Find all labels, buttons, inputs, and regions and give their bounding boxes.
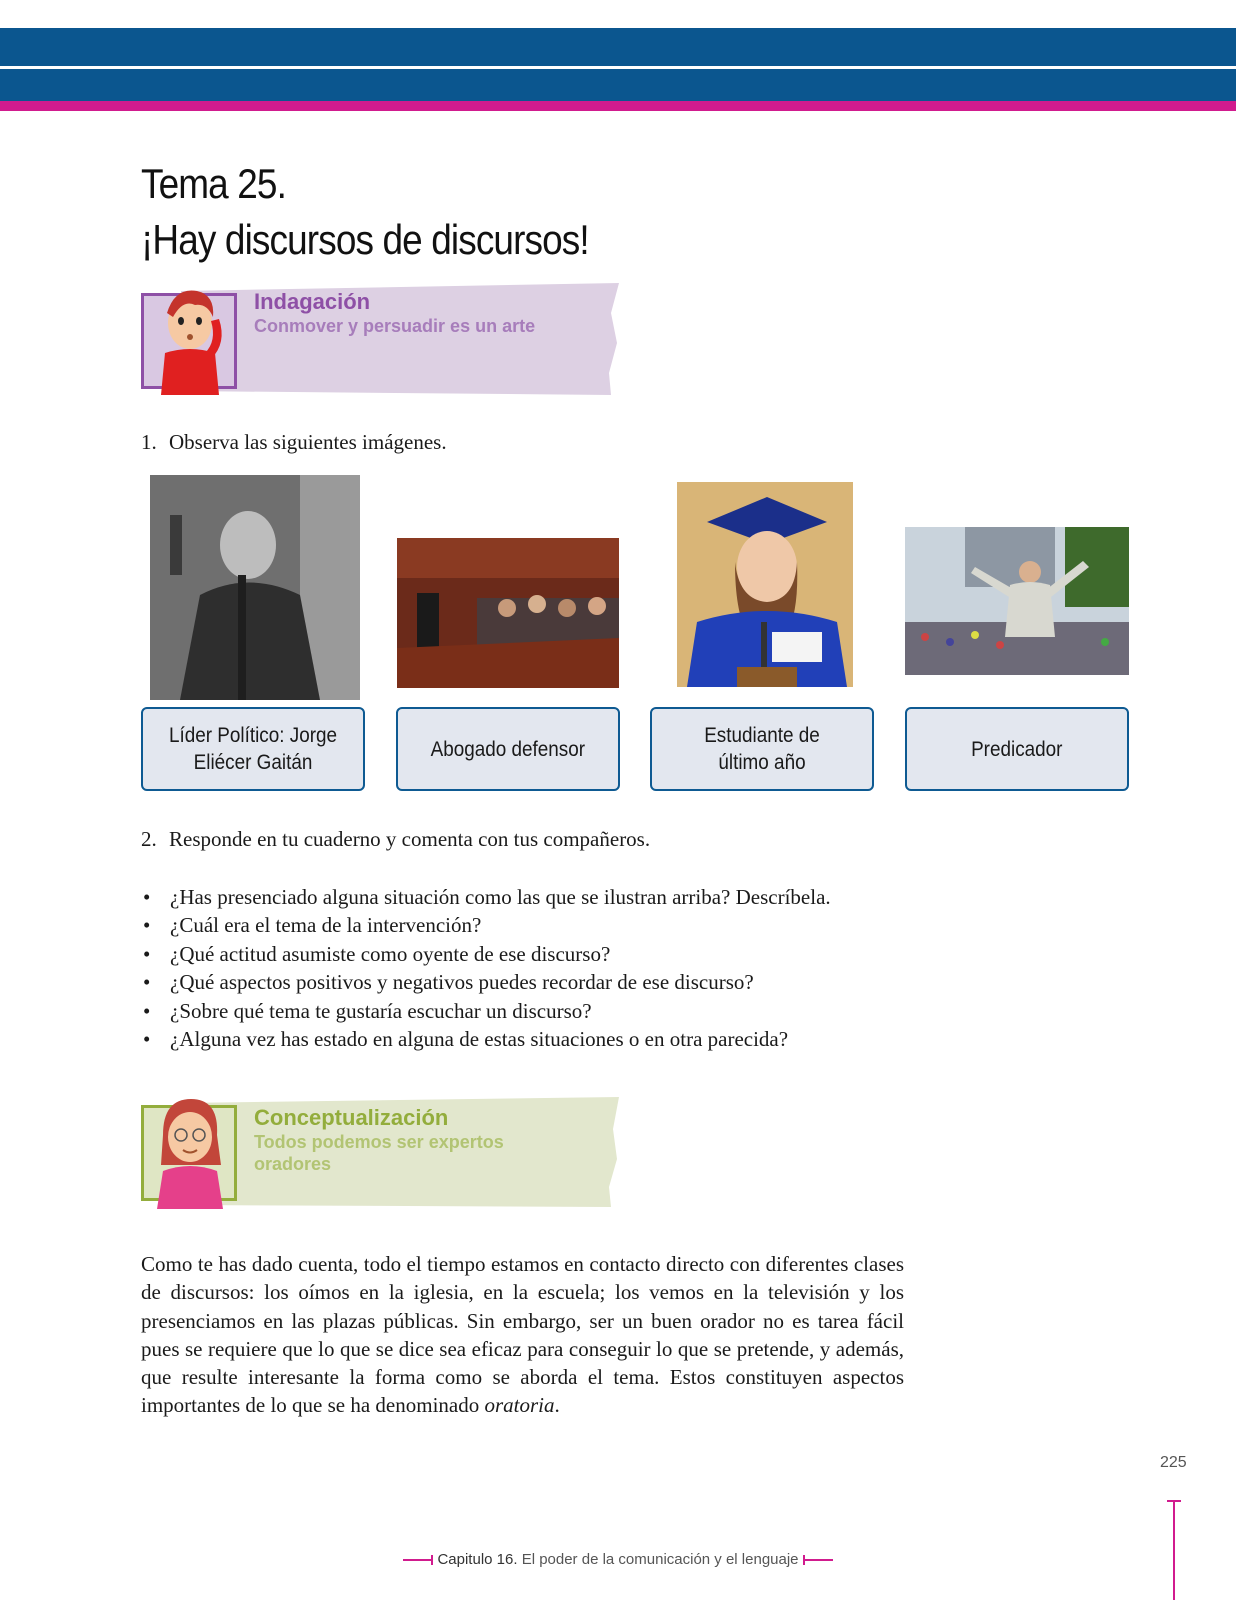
bullet-icon: • [143, 913, 151, 938]
preacher-photo-image [905, 527, 1129, 675]
list-item-text: ¿Qué aspectos positivos y negativos puedes recordar de ese discurso? [170, 970, 754, 995]
page-title [141, 156, 589, 268]
header-band-top [0, 28, 1236, 66]
list-item [141, 997, 831, 1025]
discussion-questions-list [141, 883, 831, 1053]
side-rule [1173, 1500, 1175, 1600]
question-2-number: 2. [141, 827, 157, 851]
bullet-icon: • [143, 941, 151, 966]
caption-politician [141, 707, 365, 791]
list-item-text: ¿Has presenciado alguna situación como las que se ilustran arriba? Descríbela. [170, 885, 831, 909]
caption-graduate-student-label: Estudiante de último año [704, 724, 820, 774]
intro-paragraph [141, 1250, 904, 1420]
caption-graduate-student [650, 707, 874, 791]
bullet-icon: • [143, 1027, 151, 1052]
footer-chapter: Capitulo 16. [437, 1551, 518, 1568]
header-accent-stripe [0, 101, 1236, 111]
photo-politician [150, 475, 360, 700]
bullet-icon: • [143, 885, 151, 909]
photo-preacher [905, 527, 1129, 675]
politician-photo-image [150, 475, 360, 700]
girl-avatar-icon [145, 1095, 235, 1213]
list-item [141, 968, 831, 996]
list-item-text: ¿Cuál era el tema de la intervención? [170, 913, 482, 938]
title-line-1: Tema 25. [141, 160, 286, 207]
indagacion-heading: Indagación [254, 289, 371, 314]
question-1 [141, 430, 447, 455]
bullet-icon: • [143, 998, 151, 1023]
footer-right-bracket [803, 1559, 833, 1561]
bullet-icon: • [143, 970, 151, 995]
caption-defense-lawyer [396, 707, 620, 791]
conceptualizacion-section [141, 1095, 621, 1213]
question-1-text: Observa las siguientes imágenes. [169, 430, 447, 454]
intro-paragraph-text: Como te has dado cuenta, todo el tiempo estamos en contacto directo con diferentes clases de discursos: los oímos en la iglesia, en la escuela; los vemos en la televisión y los presenciamos en las plazas públicas. Sin embargo, ser un buen orador no es tarea fácil pues se requiere que lo que se dice sea eficaz para conseguir lo que se pretende, y además, que resulte interesante la forma como se aborda el tema. Estos constituyen aspectos importantes de lo que se ha denominado [141, 1252, 904, 1418]
caption-preacher-label: Predicador [971, 737, 1063, 761]
footer [0, 1551, 1236, 1568]
page-number: 225 [1160, 1454, 1187, 1471]
photo-defense-lawyer [397, 538, 619, 688]
caption-defense-lawyer-label: Abogado defensor [430, 737, 586, 761]
list-item-text: ¿Sobre qué tema te gustaría escuchar un discurso? [170, 998, 592, 1023]
list-item [141, 911, 831, 939]
caption-politician-label: Líder Político: Jorge Eliécer Gaitán [168, 724, 338, 774]
list-item-text: ¿Alguna vez has estado en alguna de estas situaciones o en otra parecida? [170, 1027, 789, 1052]
header-band-bottom [0, 69, 1236, 101]
footer-title: El poder de la comunicación y el lenguaje [521, 1551, 799, 1568]
graduate-photo-image [677, 482, 853, 687]
conceptualizacion-heading: Conceptualización [254, 1105, 449, 1130]
question-2-text: Responde en tu cuaderno y comenta con tus compañeros. [169, 827, 651, 851]
intro-paragraph-italic-term: oratoria [484, 1393, 555, 1418]
boy-thinking-avatar-icon [145, 283, 235, 398]
question-2 [141, 827, 650, 852]
list-item [141, 1025, 831, 1053]
indagacion-subheading: Conmover y persuadir es un arte [254, 316, 536, 336]
courtroom-photo-image [397, 538, 619, 688]
indagacion-section [141, 283, 621, 398]
intro-paragraph-end: . [554, 1393, 560, 1418]
footer-left-bracket [403, 1559, 433, 1561]
caption-preacher [905, 707, 1129, 791]
list-item [141, 883, 831, 911]
photo-graduate-student [677, 482, 853, 687]
title-line-2: ¡Hay discursos de discursos! [141, 216, 589, 263]
conceptualizacion-subheading: Todos podemos ser expertos oradores [254, 1132, 504, 1174]
list-item-text: ¿Qué actitud asumiste como oyente de ese discurso? [170, 941, 611, 966]
question-1-number: 1. [141, 430, 157, 454]
list-item [141, 940, 831, 968]
